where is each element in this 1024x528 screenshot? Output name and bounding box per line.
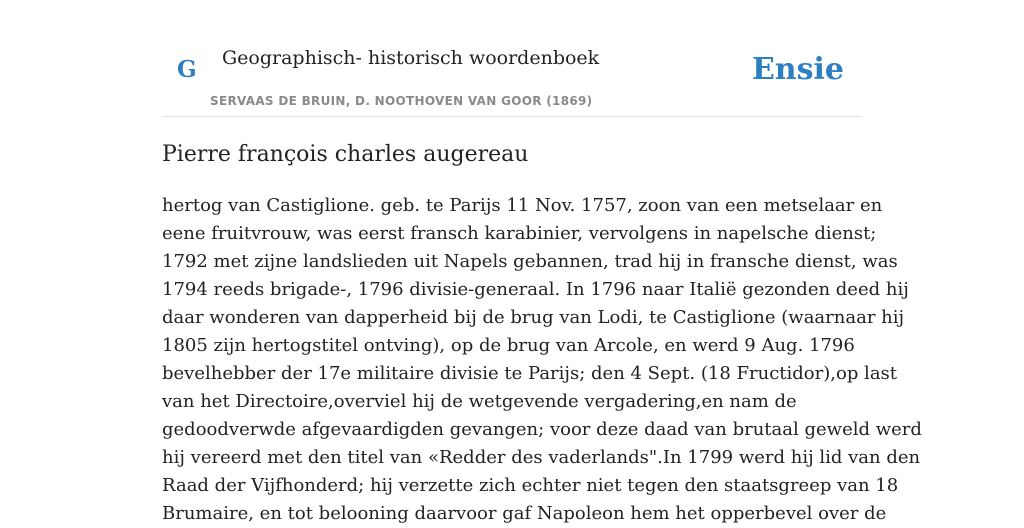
body-line: van het Directoire,overviel hij de wetgevende vergadering,en nam de (162, 391, 797, 412)
body-line: Brumaire, en tot belooning daarvoor gaf Napoleon hem het opperbevel over de (162, 503, 887, 524)
body-line: 1794 reeds brigade-, 1796 divisie-generaal. In 1796 naar Italië gezonden deed hij (162, 279, 909, 300)
book-title[interactable]: Geographisch- historisch woordenboek (222, 47, 600, 69)
body-line: 1792 met zijne landslieden uit Napels gebannen, trad hij in fransche dienst, was (162, 251, 898, 272)
body-line: 1805 zijn hertogstitel ontving), op de brug van Arcole, en werd 9 Aug. 1796 (162, 335, 855, 356)
ensie-logo-link[interactable]: Ensie (751, 52, 844, 87)
body-line: daar wonderen van dapperheid bij de brug van Lodi, te Castiglione (waarnaar hij (162, 307, 905, 328)
site-header (162, 0, 862, 117)
book-logo-icon[interactable]: G (177, 56, 197, 83)
body-line: hij vereerd met den titel van «Redder des vaderlands".In 1799 werd hij lid van den (162, 447, 921, 468)
body-line: Raad der Vijfhonderd; hij verzette zich echter niet tegen den staatsgreep van 18 (162, 475, 899, 496)
body-line: gedoodverwde afgevaardigden gevangen; voor deze daad van brutaal geweld werd (162, 419, 922, 440)
body-line: hertog van Castiglione. geb. te Parijs 11 Nov. 1757, zoon van een metselaar en (162, 195, 883, 216)
book-authors: SERVAAS DE BRUIN, D. NOOTHOVEN VAN GOOR (1869) (210, 94, 593, 108)
body-line: eene fruitvrouw, was eerst fransch karabinier, vervolgens in napelsche dienst; (162, 223, 877, 244)
body-line: bevelhebber der 17e militaire divisie te Parijs; den 4 Sept. (18 Fructidor),op last (162, 363, 898, 384)
entry-title: Pierre françois charles augereau (162, 142, 529, 167)
entry-body (162, 192, 922, 528)
